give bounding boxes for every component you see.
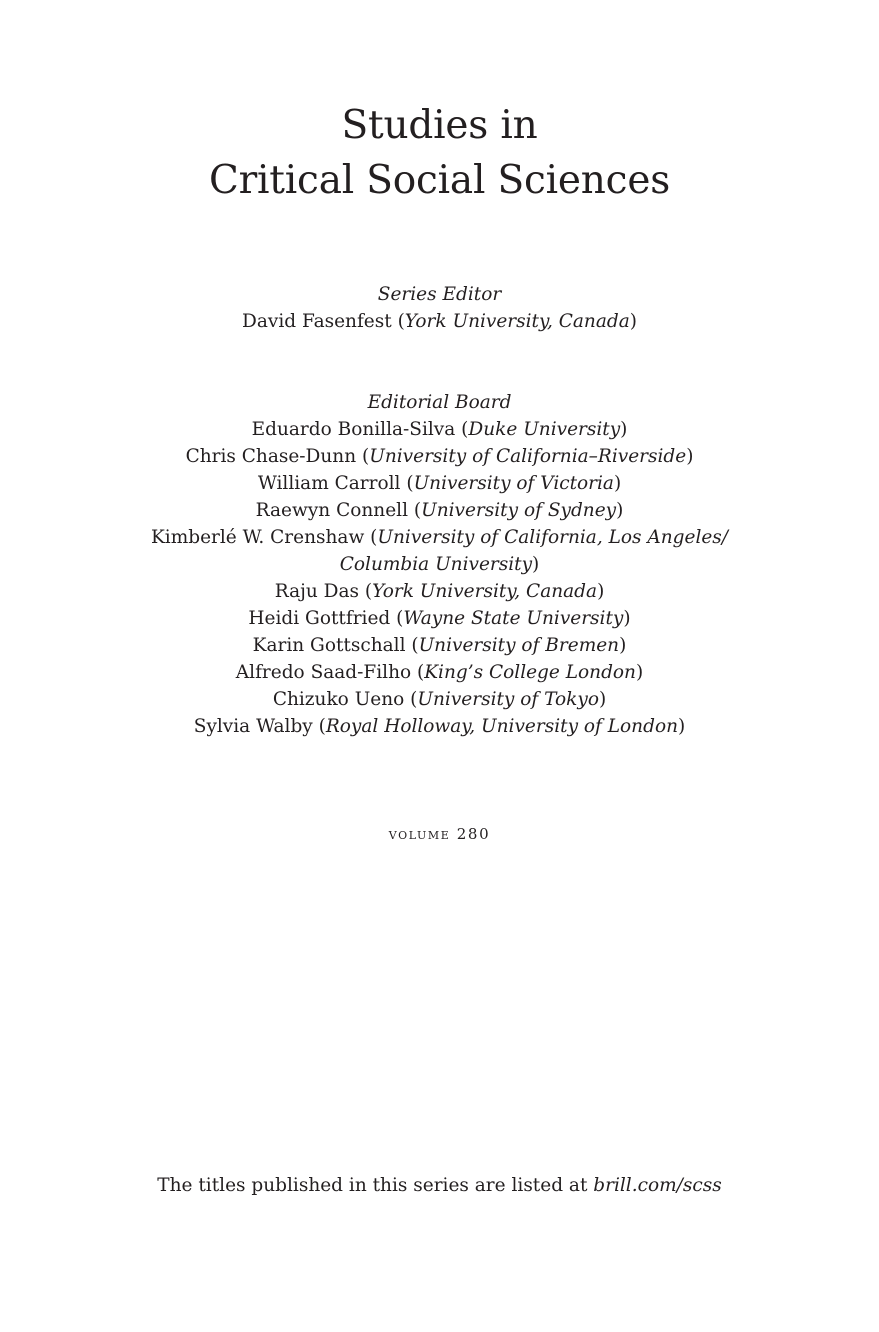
series-editor-entry: David Fasenfest (York University, Canada): [242, 311, 637, 332]
board-member-name: Alfredo Saad-Filho: [235, 662, 412, 683]
volume-number: [0, 825, 879, 843]
board-member-name: Raewyn Connell: [255, 500, 408, 521]
board-member-affiliation: University of California, Los Angeles/: [377, 527, 729, 548]
board-member-continuation: Columbia University): [339, 554, 540, 575]
board-member-affiliation: King’s College London: [424, 662, 636, 683]
board-member: William Carroll (University of Victoria): [257, 473, 622, 494]
series-editor-section: [0, 281, 879, 335]
board-member-affiliation: University of Victoria: [413, 473, 614, 494]
series-title-line-1: Studies in: [341, 103, 538, 148]
board-member-affiliation: Royal Holloway, University of London: [325, 716, 678, 737]
board-member-name: Chris Chase-Dunn: [185, 446, 357, 467]
editorial-board-section: [0, 389, 879, 740]
board-member-affiliation: Wayne State University: [403, 608, 624, 629]
series-url-link[interactable]: brill.com/scss: [593, 1175, 722, 1196]
board-member: Heidi Gottfried (Wayne State University): [248, 608, 631, 629]
board-member-affiliation: York University, Canada: [372, 581, 598, 602]
volume-value: 280: [456, 825, 491, 843]
board-member: Eduardo Bonilla-Silva (Duke University): [251, 419, 628, 440]
board-member-name: Eduardo Bonilla-Silva: [251, 419, 456, 440]
board-member-name: Chizuko Ueno: [272, 689, 405, 710]
board-member: Karin Gottschall (University of Bremen): [252, 635, 627, 656]
series-listing-text: The titles published in this series are listed at: [157, 1175, 594, 1196]
board-member: Raju Das (York University, Canada): [274, 581, 605, 602]
board-member: Alfredo Saad-Filho (King’s College London): [235, 662, 644, 683]
board-member-name: William Carroll: [257, 473, 401, 494]
board-member-affiliation: University of Bremen: [418, 635, 620, 656]
board-member-name: Karin Gottschall: [252, 635, 406, 656]
board-member-affiliation: University of California–Riverside: [369, 446, 687, 467]
series-editor-affiliation: York University, Canada: [404, 311, 630, 332]
series-editor-name: David Fasenfest: [242, 311, 392, 332]
board-member-name: Kimberlé W. Crenshaw: [150, 527, 365, 548]
board-member-name: Heidi Gottfried: [248, 608, 391, 629]
editorial-board-heading: Editorial Board: [367, 392, 512, 413]
board-member: Sylvia Walby (Royal Holloway, University of London): [193, 716, 686, 737]
volume-label: volume: [388, 825, 451, 843]
board-member: Chizuko Ueno (University of Tokyo): [272, 689, 607, 710]
board-member: Chris Chase-Dunn (University of California–Riverside): [185, 446, 694, 467]
series-listing-note: [0, 1172, 879, 1199]
board-member-name: Sylvia Walby: [193, 716, 313, 737]
board-member-affiliation: University of Sydney: [421, 500, 617, 521]
series-title-line-2: Critical Social Sciences: [208, 158, 671, 203]
board-member-name: Raju Das: [274, 581, 359, 602]
series-title: [0, 98, 879, 208]
board-member: Raewyn Connell (University of Sydney): [255, 500, 624, 521]
board-member-affiliation-cont: Columbia University: [339, 554, 533, 575]
series-editor-heading: Series Editor: [377, 284, 502, 305]
board-member: Kimberlé W. Crenshaw (University of California, Los Angeles/: [150, 527, 729, 548]
board-member-affiliation: University of Tokyo: [417, 689, 599, 710]
board-member-affiliation: Duke University: [468, 419, 621, 440]
